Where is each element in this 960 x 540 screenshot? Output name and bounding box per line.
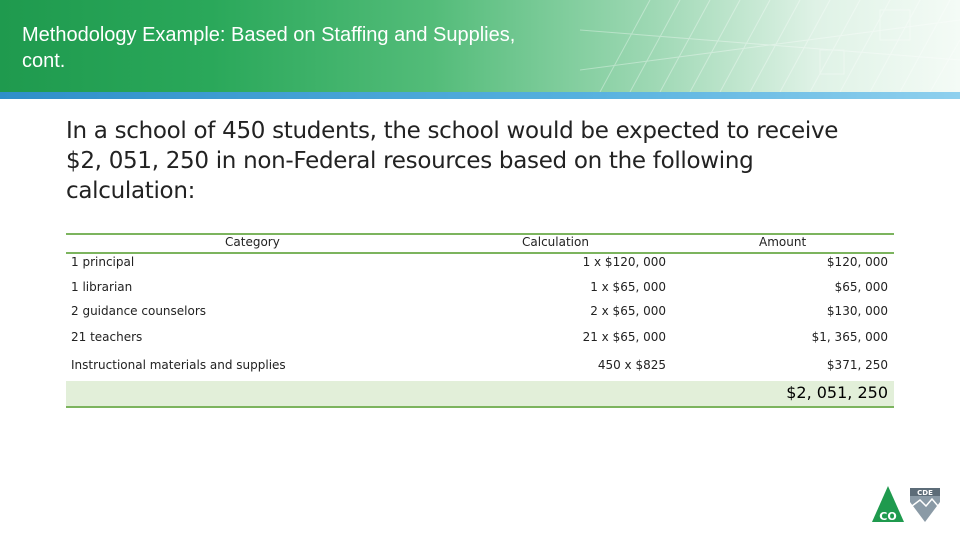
cell-category: Instructional materials and supplies xyxy=(71,358,286,372)
intro-paragraph: In a school of 450 students, the school would be expected to receive $2, 051, 250 in non-Federal resources based on the following calculation: xyxy=(66,118,839,204)
logo-abbrev-text: CO xyxy=(879,510,897,523)
cell-total-amount: $2, 051, 250 xyxy=(786,383,888,402)
cell-category: 2 guidance counselors xyxy=(71,304,207,318)
table-row xyxy=(66,330,894,350)
table-row xyxy=(66,358,894,378)
page-title: Methodology Example: Based on Staffing and Supplies, cont. xyxy=(22,24,516,72)
table-row xyxy=(66,255,894,275)
logo-badge-text: CDE xyxy=(917,489,933,497)
cell-amount: $371, 250 xyxy=(826,358,888,372)
header-banner xyxy=(0,0,960,92)
cell-amount: $130, 000 xyxy=(826,304,888,318)
calculation-table xyxy=(66,233,894,409)
column-header-category: Category xyxy=(225,235,280,249)
table-row xyxy=(66,304,894,324)
table-row xyxy=(66,280,894,300)
total-row xyxy=(66,381,894,407)
header-pattern-decoration xyxy=(580,0,960,92)
cell-calculation: 1 x $65, 000 xyxy=(590,280,666,294)
cell-calculation: 2 x $65, 000 xyxy=(590,304,666,318)
cell-amount: $65, 000 xyxy=(834,280,888,294)
cell-calculation: 21 x $65, 000 xyxy=(582,330,666,344)
table-bottom-rule xyxy=(66,406,894,408)
column-header-calculation: Calculation xyxy=(522,235,589,249)
cell-amount: $1, 365, 000 xyxy=(811,330,888,344)
cell-category: 1 principal xyxy=(71,255,135,269)
header-stripe xyxy=(0,92,960,99)
cell-category: 21 teachers xyxy=(71,330,143,344)
cde-colorado-logo xyxy=(870,484,942,526)
cell-category: 1 librarian xyxy=(71,280,133,294)
cell-calculation: 1 x $120, 000 xyxy=(582,255,666,269)
column-header-amount: Amount xyxy=(759,235,807,249)
cell-calculation: 450 x $825 xyxy=(597,358,666,372)
cell-amount: $120, 000 xyxy=(826,255,888,269)
table-header-rule xyxy=(66,252,894,254)
